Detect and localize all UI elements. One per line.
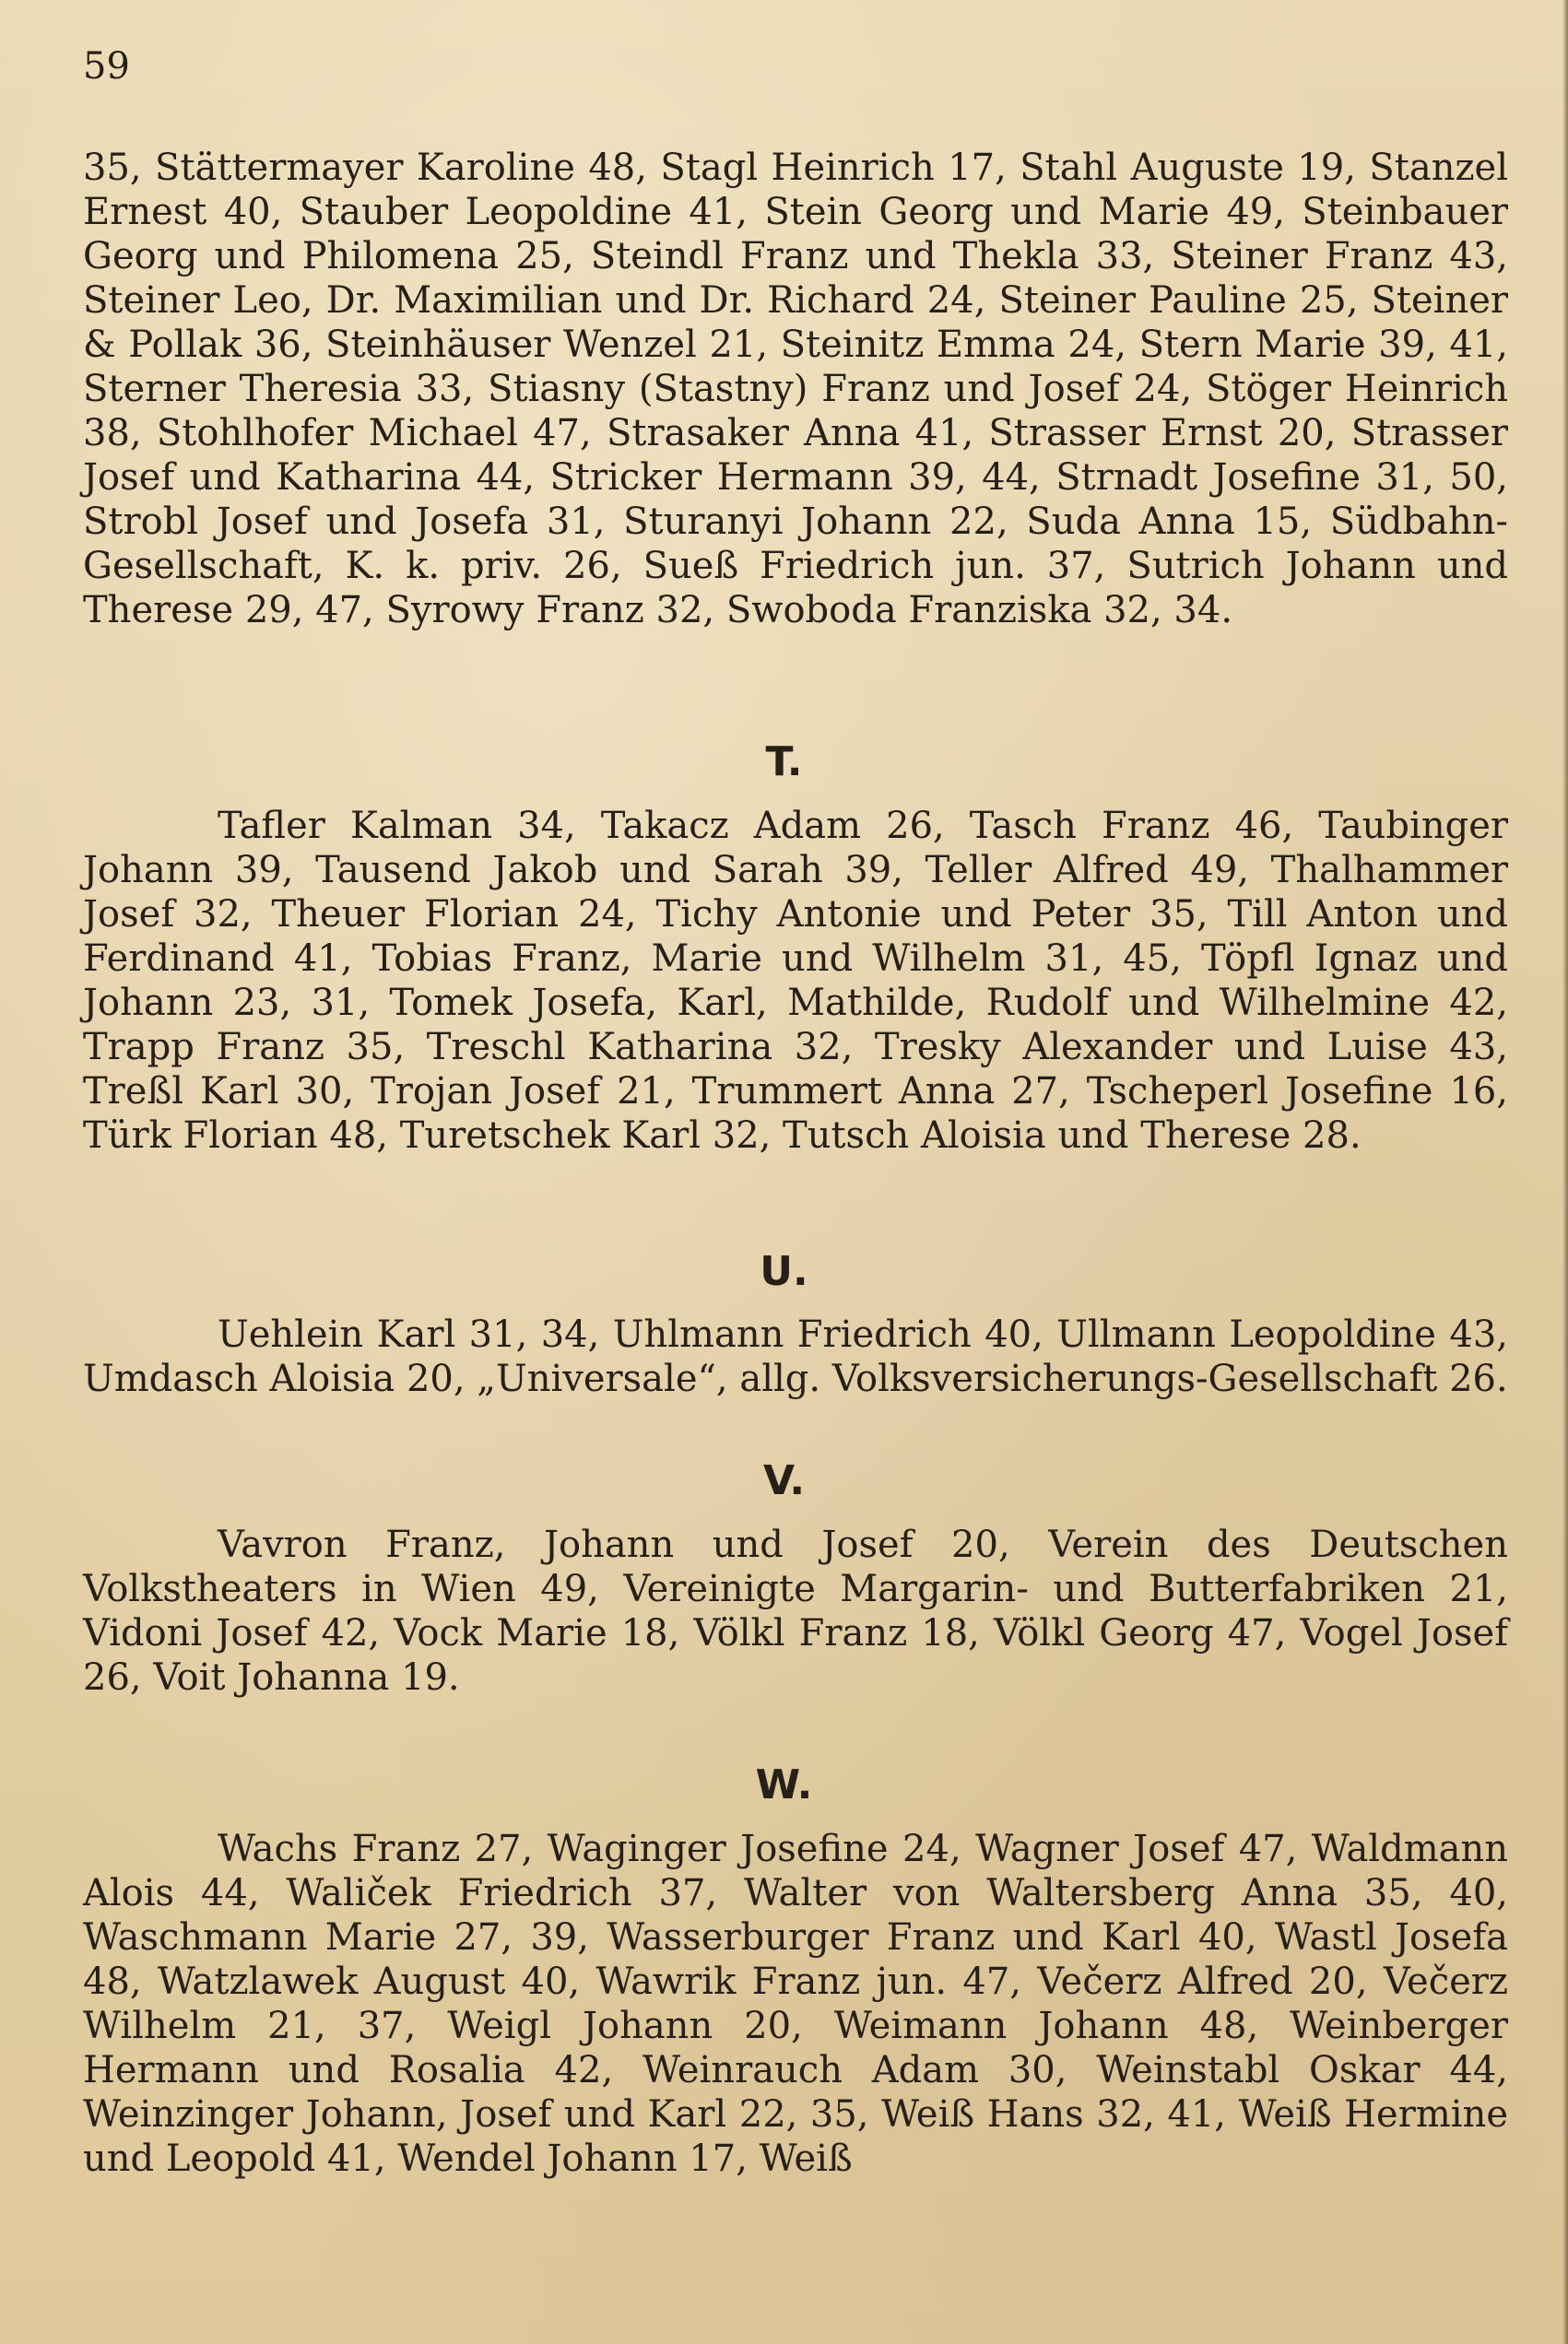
index-entries-s-continued: 35, Stättermayer Karoline 48, Stagl Heinrich 17, Stahl Auguste 19, Stanzel Ernest 40, Stauber Leopoldine 41, Stein Georg und Marie 49, Steinbauer Georg und Philomena 25, Steindl Franz und Thekla 33, Steiner Franz 43, Steiner Leo, Dr. Maximilian und Dr. Richard 24, Steiner Pauline 25, Steiner & Pollak 36, Steinhäuser Wenzel 21, Steinitz Emma 24, Stern Marie 39, 41, Sterner Theresia 33, Stiasny (Stastny) Franz und Josef 24, Stöger Heinrich 38, Stohlhofer Michael 47, Strasaker Anna 41, Strasser Ernst 20, Strasser Josef und Katharina 44, Stricker Hermann 39, 44, Strnadt Josefine 31, 50, Strobl Josef und Josefa 31, Sturanyi Johann 22, Suda Anna 15, Südbahn-Gesellschaft, K. k. priv. 26, Sueß Friedrich jun. 37, Sutrich Johann und Therese 29, 47, Syrowy Franz 32, Swoboda Franziska 32, 34.: [83, 147, 1508, 631]
section-heading-w: W.: [755, 1761, 813, 1808]
index-entries-t: Tafler Kalman 34, Takacz Adam 26, Tasch Franz 46, Taubinger Johann 39, Tausend Jakob und Sarah 39, Teller Alfred 49, Thalhammer Josef 32, Theuer Florian 24, Tichy Antonie und Peter 35, Till Anton und Ferdinand 41, Tobias Franz, Marie und Wilhelm 31, 45, Töpfl Ignaz und Johann 23, 31, Tomek Josefa, Karl, Mathilde, Rudolf und Wilhelmine 42, Trapp Franz 35, Treschl Katharina 32, Tresky Alexander und Luise 43, Treßl Karl 30, Trojan Josef 21, Trummert Anna 27, Tscheperl Josefine 16, Türk Florian 48, Turetschek Karl 32, Tutsch Aloisia und Therese 28.: [83, 805, 1508, 1157]
page-edge-shadow: [1562, 0, 1568, 2344]
page-number: 59: [83, 45, 130, 88]
index-entries-v: Vavron Franz, Johann und Josef 20, Verein des Deutschen Volkstheaters in Wien 49, Vereinigte Margarin- und Butterfabriken 21, Vidoni Josef 42, Vock Marie 18, Völkl Franz 18, Völkl Georg 47, Vogel Josef 26, Voit Johanna 19.: [83, 1524, 1508, 1699]
index-entries-w: Wachs Franz 27, Waginger Josefine 24, Wagner Josef 47, Waldmann Alois 44, Waliček Friedrich 37, Walter von Waltersberg Anna 35, 40, Waschmann Marie 27, 39, Wasserburger Franz und Karl 40, Wastl Josefa 48, Watzlawek August 40, Wawrik Franz jun. 47, Večerz Alfred 20, Večerz Wilhelm 21, 37, Weigl Johann 20, Weimann Johann 48, Weinberger Hermann und Rosalia 42, Weinrauch Adam 30, Weinstabl Oskar 44, Weinzinger Johann, Josef und Karl 22, 35, Weiß Hans 32, 41, Weiß Hermine und Leopold 41, Wendel Johann 17, Weiß: [83, 1828, 1508, 2180]
index-entries-u: Uehlein Karl 31, 34, Uhlmann Friedrich 40, Ullmann Leopoldine 43, Umdasch Aloisia 20, „Universale“, allg. Volksversicherungs-Gesellschaft 26.: [83, 1313, 1508, 1400]
section-heading-v: V.: [762, 1457, 806, 1504]
section-heading-t: T.: [765, 738, 803, 785]
section-heading-u: U.: [760, 1248, 808, 1295]
